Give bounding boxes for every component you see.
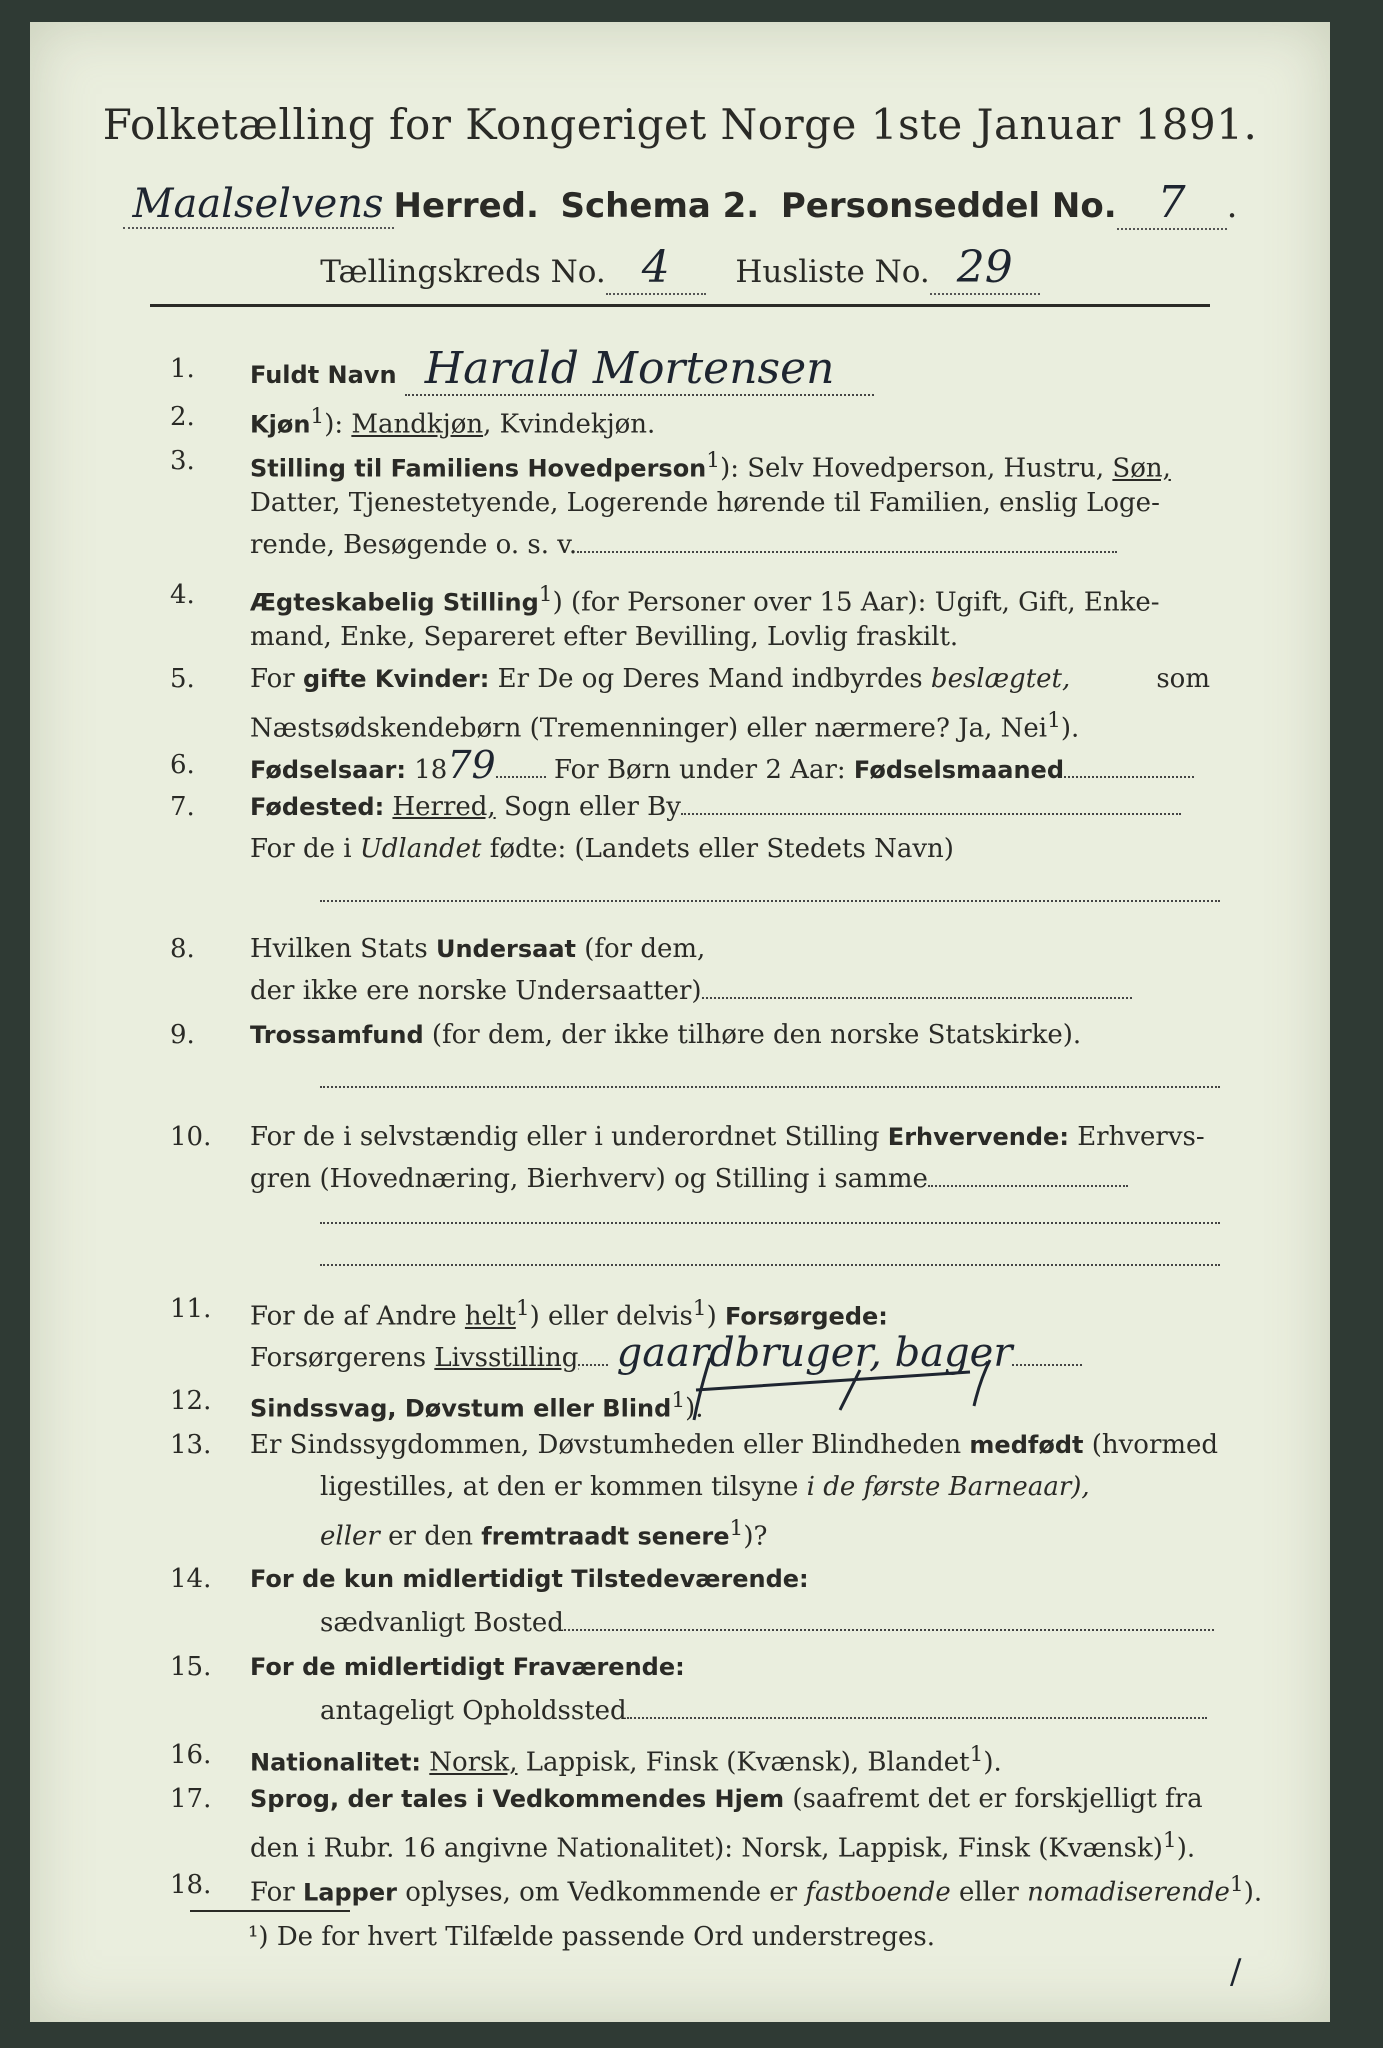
header-divider xyxy=(150,304,1210,307)
header-row-kreds xyxy=(30,242,1330,295)
disability-label: Sindssvag, Døvstum eller Blind xyxy=(250,1394,672,1423)
family-position-text-2: Datter, Tjenestetyende, Logerende hørende til Familien, enslig Loge- xyxy=(250,488,1160,518)
husliste-value: 29 xyxy=(930,242,1040,295)
item-number: 13. xyxy=(170,1430,212,1460)
birthplace-abroad-italic: Udlandet xyxy=(359,834,482,864)
item-number: 6. xyxy=(170,750,195,780)
footnote-ref: 1 xyxy=(538,582,553,607)
married-women-text-end: som xyxy=(1156,664,1210,694)
birth-year-label: Fødselsaar: xyxy=(250,756,406,784)
birthplace-text: Sogn eller By xyxy=(503,792,681,822)
birth-month-text: For Børn under 2 Aar: xyxy=(553,755,846,785)
supported-pre: For de af Andre xyxy=(250,1301,457,1332)
nationality-label: Nationalitet: xyxy=(250,1748,422,1777)
sami-fastboende: fastboende xyxy=(805,1877,951,1908)
personseddel-label: Personseddel No. xyxy=(780,186,1117,226)
congenital-text: Er Sindssygdommen, Døvstumheden eller Blindheden xyxy=(250,1430,962,1460)
item-number: 10. xyxy=(170,1122,212,1152)
supported-label: Forsørgede: xyxy=(725,1302,888,1331)
temporary-absent-label: For de midlertidigt Fraværende: xyxy=(250,1653,685,1681)
disability-tail: ). xyxy=(685,1393,704,1424)
congenital-text-3: er den xyxy=(388,1521,473,1552)
birth-month-label: Fødselsmaaned xyxy=(853,756,1065,784)
kreds-value: 4 xyxy=(606,242,706,295)
footnote-ref: 1 xyxy=(729,1516,744,1541)
answer-blank xyxy=(578,1354,608,1366)
answer-blank xyxy=(496,766,546,778)
footnote-ref: 1 xyxy=(969,1742,984,1767)
family-position-label: Stilling til Familiens Hovedperson xyxy=(250,454,707,483)
provider-label: Forsørgerens xyxy=(250,1343,427,1373)
congenital-italic: i de første Barneaar), xyxy=(806,1472,1090,1502)
provider-occupation-answer: gaardbruger, bager xyxy=(616,1330,1013,1376)
usual-residence-label: sædvanligt Bosted xyxy=(320,1608,564,1638)
family-position-text: ): Selv Hovedperson, Hustru, xyxy=(720,453,1105,484)
birth-year-answer: 79 xyxy=(447,743,496,787)
temporary-present-label: For de kun midlertidigt Tilstedeværende: xyxy=(250,1565,809,1593)
census-form: Folketælling for Kongeriget Norge 1ste Januar 1891. Maalselvens Herred. Schema 2. Personseddel No. 7 . Tællingskreds No. 4 Husliste No. 29 1. Fuldt Navn Harald Mortensen 2. Kjøn$^1$): Mandkjøn, Kvindekjøn. 3. Stilling til Familiens Hovedperson$^1$): Selv Hovedperson, Hustru, Søn, Datter, Tjenestetyende, Logerende hørende til Familien, enslig Loge- rende, Besøgende o. s. v. 4. Ægteskabelig Stilling$^1$) (for Personer over 15 Aar): Ugift, Gift, Enke- mand, Enke, Separeret efter Bevilling, Lovlig fraskilt. 5. For gifte Kvinder: Er De og Deres Mand indbyrdes beslægtet, som Næstsødskendebørn (Tremenninger) eller nærmere? Ja, Nei$^1$). 6. Fødselsaar: 1879 For Børn under 2 Aar: Fødselsmaaned 7. Fødested: Herred, Sogn eller By For de i Udlandet fødte: (Landets eller Stedets Navn) 8. Hvilken Stats Undersaat (for dem, der ikke ere norske Undersaatter) 9. Trossamfund (for dem, der ikke tilhøre den norske Statskirke). 10. For de i selvstændig eller i underordnet Stilling Erhvervende: Erhvervs- gren (Hovednæring, Bierhverv) og Stilling i samme 11. For de af Andre helt$^1$) eller delvis$^1$) Forsørgede: Forsørgerens Livsstilling gaardbruger, bager 12. Sindssvag, Døvstum eller Blind$^1$). 13. Er Sindssygdommen, Døvstumheden eller Blindheden medfødt (hvormed ligestilles, at den er kommen tilsyne i de første Barneaar), eller er den fremtraadt senere$^1$)? 14. For de kun midlertidigt Tilstedeværende: sædvanligt Bosted 15. For de midlertidigt Fraværende: antageligt Opholdssted 16. Nationalitet: Norsk, Lappisk, Finsk (Kvænsk), Blandet$^1$). 17. Sprog, der tales i Vedkommendes Hjem (saafremt det er forskjelligt fra den i Rubr. 16 angivne Nationalitet): Norsk, Lappisk, Finsk (Kvænsk)$^1$). ¹) De for hvert Tilfælde passende Ord understreges. / xyxy=(30,22,1330,2022)
congenital-label: medfødt xyxy=(969,1431,1084,1459)
footnote-ref: 1 xyxy=(310,404,325,429)
married-women-italic: beslægtet, xyxy=(930,664,1071,694)
marital-status-label: Ægteskabelig Stilling xyxy=(250,588,539,617)
sami-label: Lapper xyxy=(302,1878,397,1907)
congenital-text-end: (hvormed xyxy=(1091,1430,1219,1460)
item-number: 8. xyxy=(170,934,195,964)
husliste-label: Husliste No. xyxy=(735,254,930,290)
item-5-pre: For xyxy=(250,664,295,694)
language-text: (saafremt det er forskjelligt fra xyxy=(792,1784,1203,1814)
footnote-ref: 1 xyxy=(706,448,721,473)
item-number: 15. xyxy=(170,1652,212,1682)
item-number: 9. xyxy=(170,1020,195,1050)
nationality-norsk: Norsk, xyxy=(429,1747,518,1778)
answer-blank xyxy=(681,803,1181,815)
married-women-text: Er De og Deres Mand indbyrdes xyxy=(497,664,923,694)
answer-blank xyxy=(702,987,1132,999)
language-text-2: den i Rubr. 16 angivne Nationalitet): Norsk, Lappisk, Finsk (Kvænsk) xyxy=(250,1833,1163,1864)
birthplace-herred: Herred, xyxy=(392,792,496,822)
supported-helt: helt xyxy=(464,1301,516,1332)
occupation-text-2: gren (Hovednæring, Bierhverv) og Stilling i samme xyxy=(250,1164,928,1194)
footnote-ref: 1 xyxy=(515,1296,530,1321)
occupation-pre: For de i selvstændig eller i underordnet Stilling xyxy=(250,1122,880,1152)
item-number: 7. xyxy=(170,792,195,822)
citizenship-text: (for dem, xyxy=(584,934,706,964)
answer-blank xyxy=(928,1175,1128,1187)
item-number: 5. xyxy=(170,664,195,694)
schema-label: Schema 2. xyxy=(560,186,760,226)
footnote-ref: 1 xyxy=(1047,708,1061,733)
full-name-answer: Harald Mortensen xyxy=(405,343,875,396)
item-number: 3. xyxy=(170,446,195,476)
sex-option-male: Mandkjøn xyxy=(351,409,484,440)
item-number: 16. xyxy=(170,1740,212,1770)
sami-eller: eller xyxy=(958,1877,1019,1908)
footnote-ref: 1 xyxy=(1229,1872,1244,1897)
married-women-label: gifte Kvinder: xyxy=(302,665,490,693)
footnote-divider xyxy=(190,1910,350,1912)
birth-year-prefix: 18 xyxy=(414,755,448,785)
religion-text: (for dem, der ikke tilhøre den norske Statskirke). xyxy=(431,1020,1082,1050)
birthplace-abroad-c: fødte: (Landets eller Stedets Navn) xyxy=(489,834,954,864)
pen-mark: / xyxy=(1230,1952,1242,1992)
congenital-text-2: ligestilles, at den er kommen tilsyne xyxy=(320,1472,799,1502)
congenital-eller: eller xyxy=(320,1521,380,1552)
header-row-herred: Maalselvens Herred. Schema 2. Personseddel No. 7 . xyxy=(30,177,1330,230)
provider-livsstilling: Livsstilling xyxy=(434,1343,579,1373)
congenital-tail: )? xyxy=(743,1521,768,1552)
item-number: 1. xyxy=(170,354,195,384)
answer-blank xyxy=(564,1619,1214,1631)
sex-label: Kjøn xyxy=(250,410,311,439)
birthplace-abroad-a: For de i xyxy=(250,834,352,864)
answer-blank xyxy=(320,1084,1220,1088)
item-number: 2. xyxy=(170,402,195,432)
occupation-label: Erhvervende: xyxy=(887,1123,1069,1151)
herred-label: Herred. xyxy=(393,186,539,226)
family-position-son: Søn, xyxy=(1112,453,1171,484)
sami-nomadiserende: nomadiserende xyxy=(1027,1877,1230,1908)
item-number: 11. xyxy=(170,1294,212,1324)
item-number: 12. xyxy=(170,1386,212,1416)
herred-value: Maalselvens xyxy=(123,181,394,229)
item-number: 14. xyxy=(170,1564,212,1594)
sex-option-female: Kvindekjøn. xyxy=(499,409,656,440)
full-name-label: Fuldt Navn xyxy=(250,361,397,389)
religion-label: Trossamfund xyxy=(250,1021,424,1049)
nationality-options: Lappisk, Finsk (Kvænsk), Blandet xyxy=(525,1747,970,1778)
supported-mid: ) eller delvis xyxy=(529,1301,693,1332)
birthplace-label: Fødested: xyxy=(250,793,385,821)
congenital-later-label: fremtraadt senere xyxy=(481,1522,730,1551)
sami-text: oplyses, om Vedkommende er xyxy=(405,1877,798,1908)
occupation-text-end: Erhvervs- xyxy=(1077,1122,1205,1152)
answer-blank xyxy=(320,1220,1220,1224)
answer-blank xyxy=(320,1262,1220,1266)
citizenship-pre: Hvilken Stats xyxy=(250,934,428,964)
probable-location-label: antageligt Opholdssted xyxy=(320,1696,627,1726)
item-number: 17. xyxy=(170,1784,212,1814)
answer-blank xyxy=(320,898,1220,902)
handwritten-dash-mark xyxy=(690,1350,1130,1430)
item-number: 18. xyxy=(170,1870,212,1900)
footnote-ref: 1 xyxy=(692,1296,707,1321)
footnote: ¹) De for hvert Tilfælde passende Ord understreges. xyxy=(248,1922,936,1952)
marital-status-text: ) (for Personer over 15 Aar): Ugift, Gift, Enke- xyxy=(552,587,1160,618)
personseddel-value: 7 xyxy=(1117,177,1227,230)
family-position-text-3: rende, Besøgende o. s. v. xyxy=(250,530,578,560)
kreds-label: Tællingskreds No. xyxy=(320,254,606,290)
form-title: Folketælling for Kongeriget Norge 1ste Januar 1891. xyxy=(102,100,1258,149)
answer-blank xyxy=(577,541,1117,553)
answer-blank xyxy=(627,1707,1207,1719)
footnote-ref: 1 xyxy=(1162,1828,1177,1853)
citizenship-label: Undersaat xyxy=(435,935,576,963)
language-label: Sprog, der tales i Vedkommendes Hjem xyxy=(250,1785,785,1813)
married-women-text-2: Næstsødskendebørn (Tremenninger) eller nærmere? Ja, Nei xyxy=(250,713,1048,744)
sami-pre: For xyxy=(250,1877,295,1908)
item-number: 4. xyxy=(170,580,195,610)
marital-status-text-2: mand, Enke, Separeret efter Bevilling, Lovlig fraskilt. xyxy=(250,622,959,652)
answer-blank xyxy=(1064,766,1194,778)
citizenship-text-2: der ikke ere norske Undersaatter) xyxy=(250,976,702,1006)
footnote-ref: 1 xyxy=(671,1388,686,1413)
